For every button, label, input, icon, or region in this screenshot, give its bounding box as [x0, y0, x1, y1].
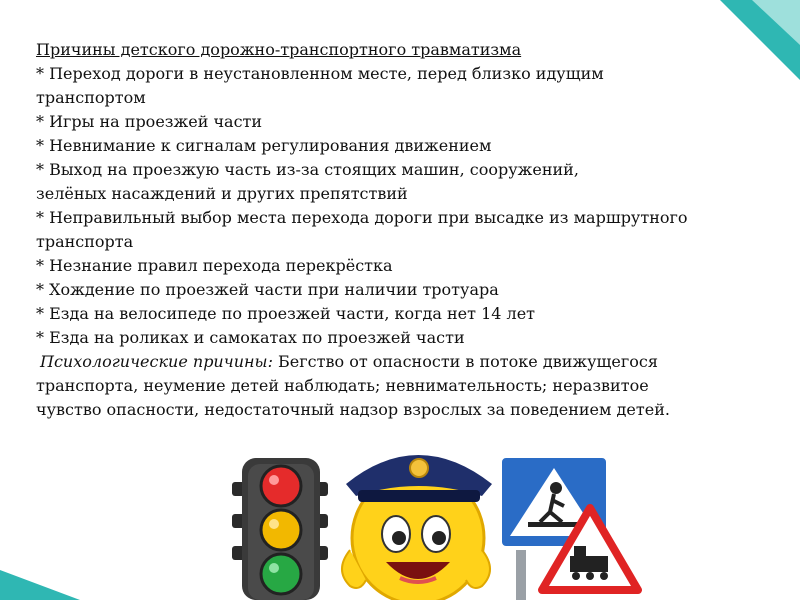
smiley-police-icon [342, 455, 492, 600]
bullet-line: зелёных насаждений и других препятствий [36, 184, 408, 203]
road-safety-illustration [210, 438, 650, 600]
bullet-line: * Неправильный выбор места перехода дороги при высадке из маршрутного [36, 208, 688, 227]
bullet-line: * Хождение по проезжей части при наличии тротуара [36, 280, 499, 299]
psych-text: Бегство от опасности в потоке движущегося [272, 352, 658, 371]
bullet-line: * Переход дороги в неустановленном месте, перед близко идущим [36, 64, 604, 83]
slide-text [36, 38, 756, 422]
slide-heading: Причины детского дорожно-транспортного травматизма [36, 40, 522, 59]
bullet-line: * Незнание правил перехода перекрёстка [36, 256, 393, 275]
psych-line: чувство опасности, недостаточный надзор взрослых за поведением детей. [36, 400, 670, 419]
bullet-line: * Езда на велосипеде по проезжей части, когда нет 14 лет [36, 304, 536, 323]
psych-line: транспорта, неумение детей наблюдать; невнимательность; неразвитое [36, 376, 649, 395]
bullet-line: * Невнимание к сигналам регулирования движением [36, 136, 492, 155]
psych-label: Психологические причины: [40, 352, 273, 371]
bullet-line: * Езда на роликах и самокатах по проезжей части [36, 328, 465, 347]
bullet-line: * Выход на проезжую часть из-за стоящих машин, сооружений, [36, 160, 579, 179]
bullet-line: * Игры на проезжей части [36, 112, 263, 131]
psych-line [36, 350, 756, 374]
corner-decoration-bottom-left [0, 560, 90, 600]
traffic-light-icon [232, 458, 328, 600]
bullet-line: транспортом [36, 88, 146, 107]
bullet-line: транспорта [36, 232, 134, 251]
